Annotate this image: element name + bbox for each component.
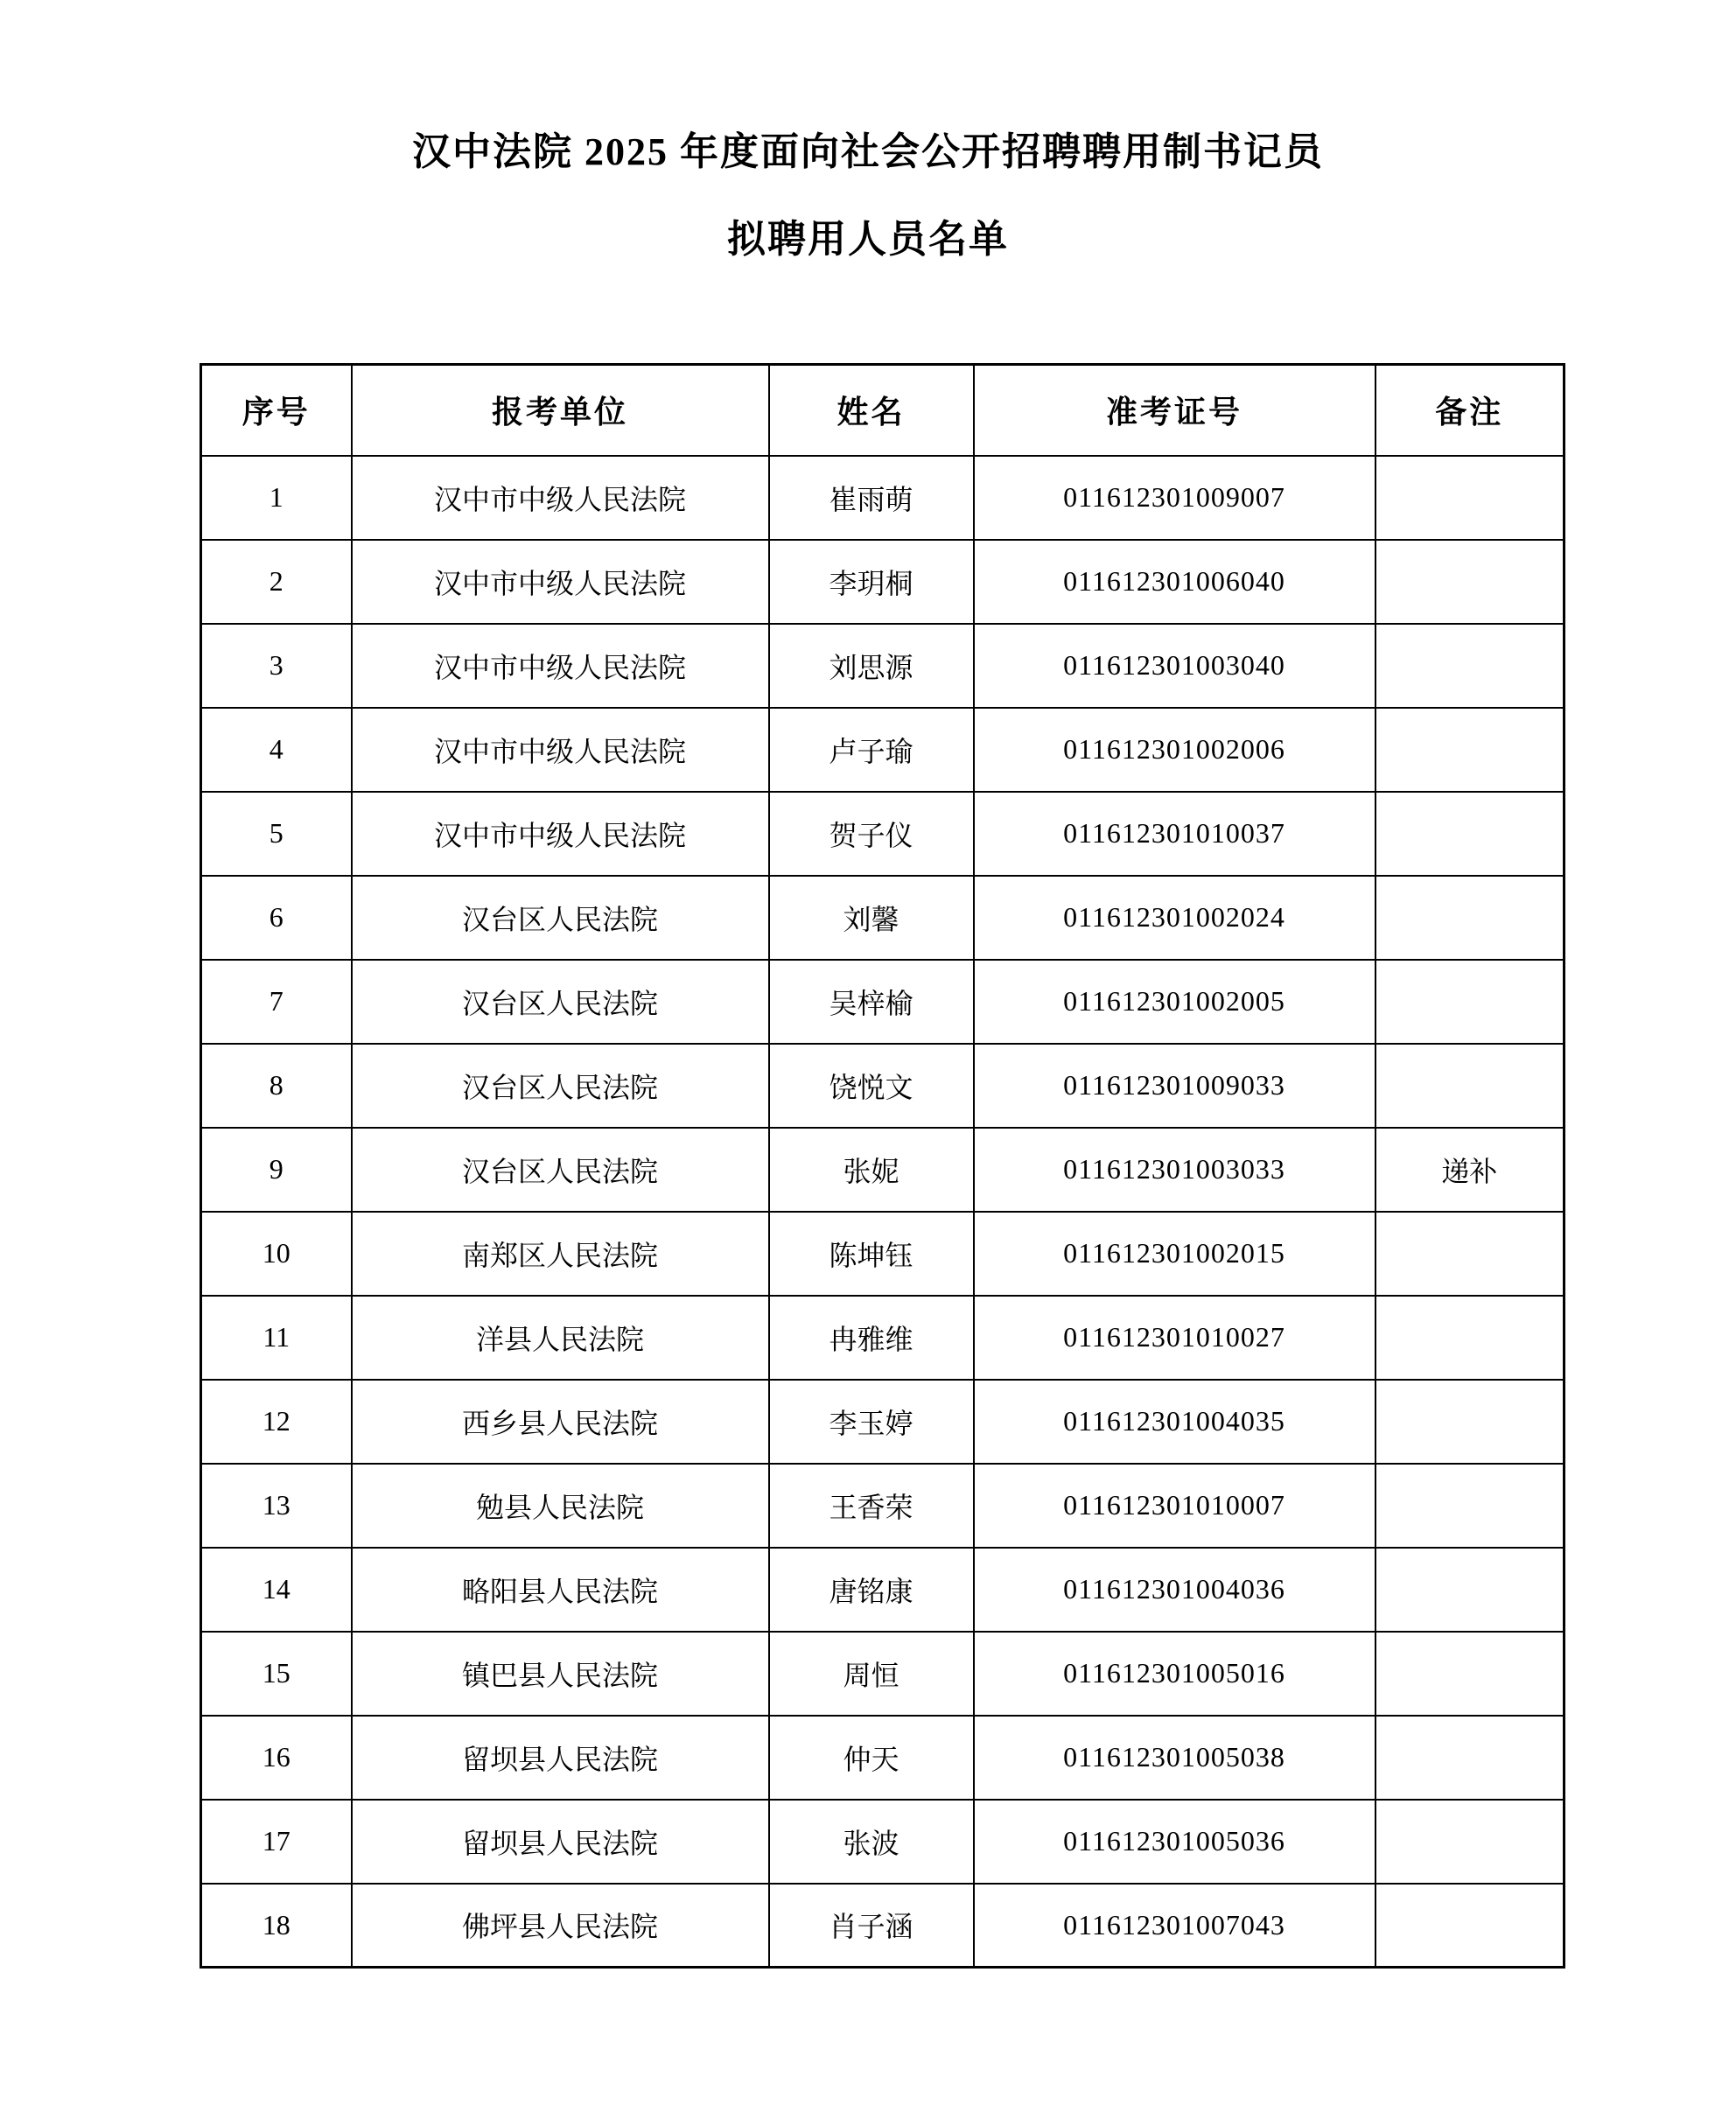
cell-unit: 留坝县人民法院 — [352, 1800, 769, 1884]
col-header-ticket: 准考证号 — [974, 365, 1376, 456]
table-row — [201, 1716, 1564, 1800]
table-row — [201, 1548, 1564, 1632]
cell-ticket: 011612301002006 — [974, 708, 1376, 792]
cell-remark — [1376, 876, 1564, 960]
table-row — [201, 960, 1564, 1044]
cell-remark — [1376, 1380, 1564, 1464]
table-row — [201, 624, 1564, 708]
cell-unit: 汉台区人民法院 — [352, 960, 769, 1044]
col-header-remark: 备注 — [1376, 365, 1564, 456]
cell-name: 张波 — [769, 1800, 974, 1884]
table-row — [201, 540, 1564, 624]
cell-unit: 洋县人民法院 — [352, 1296, 769, 1380]
cell-no: 8 — [201, 1044, 352, 1128]
cell-remark — [1376, 456, 1564, 540]
cell-name: 刘思源 — [769, 624, 974, 708]
table-row — [201, 876, 1564, 960]
cell-unit: 西乡县人民法院 — [352, 1380, 769, 1464]
cell-ticket: 011612301009007 — [974, 456, 1376, 540]
cell-remark — [1376, 960, 1564, 1044]
table-row — [201, 1884, 1564, 1968]
cell-unit: 汉台区人民法院 — [352, 876, 769, 960]
cell-name: 周恒 — [769, 1632, 974, 1716]
cell-unit: 留坝县人民法院 — [352, 1716, 769, 1800]
cell-no: 10 — [201, 1212, 352, 1296]
cell-name: 陈坤钰 — [769, 1212, 974, 1296]
table-header-row — [201, 365, 1564, 456]
cell-no: 17 — [201, 1800, 352, 1884]
table-row — [201, 1296, 1564, 1380]
cell-ticket: 011612301005036 — [974, 1800, 1376, 1884]
cell-unit: 镇巴县人民法院 — [352, 1632, 769, 1716]
cell-no: 6 — [201, 876, 352, 960]
document-title-line1: 汉中法院 2025 年度面向社会公开招聘聘用制书记员 — [412, 130, 1324, 173]
cell-unit: 汉中市中级人民法院 — [352, 540, 769, 624]
cell-unit: 南郑区人民法院 — [352, 1212, 769, 1296]
cell-name: 张妮 — [769, 1128, 974, 1212]
table-row — [201, 1632, 1564, 1716]
cell-no: 3 — [201, 624, 352, 708]
cell-remark: 递补 — [1376, 1128, 1564, 1212]
cell-unit: 汉台区人民法院 — [352, 1044, 769, 1128]
cell-no: 13 — [201, 1464, 352, 1548]
cell-remark — [1376, 708, 1564, 792]
cell-name: 崔雨萌 — [769, 456, 974, 540]
cell-no: 18 — [201, 1884, 352, 1968]
cell-remark — [1376, 624, 1564, 708]
cell-ticket: 011612301007043 — [974, 1884, 1376, 1968]
cell-name: 唐铭康 — [769, 1548, 974, 1632]
cell-remark — [1376, 1296, 1564, 1380]
cell-remark — [1376, 792, 1564, 876]
cell-unit: 汉中市中级人民法院 — [352, 792, 769, 876]
table-row — [201, 1464, 1564, 1548]
cell-name: 仲天 — [769, 1716, 974, 1800]
cell-unit: 汉中市中级人民法院 — [352, 708, 769, 792]
cell-ticket: 011612301002005 — [974, 960, 1376, 1044]
cell-ticket: 011612301005038 — [974, 1716, 1376, 1800]
cell-no: 2 — [201, 540, 352, 624]
cell-ticket: 011612301003040 — [974, 624, 1376, 708]
table-row — [201, 708, 1564, 792]
cell-ticket: 011612301010037 — [974, 792, 1376, 876]
cell-name: 肖子涵 — [769, 1884, 974, 1968]
cell-name: 刘馨 — [769, 876, 974, 960]
col-header-no: 序号 — [201, 365, 352, 456]
cell-unit: 略阳县人民法院 — [352, 1548, 769, 1632]
document-title-line2: 拟聘用人员名单 — [727, 218, 1009, 261]
table-row — [201, 792, 1564, 876]
cell-unit: 佛坪县人民法院 — [352, 1884, 769, 1968]
cell-ticket: 011612301004036 — [974, 1548, 1376, 1632]
cell-name: 李玉婷 — [769, 1380, 974, 1464]
cell-no: 5 — [201, 792, 352, 876]
cell-ticket: 011612301005016 — [974, 1632, 1376, 1716]
cell-name: 李玥桐 — [769, 540, 974, 624]
table-row — [201, 456, 1564, 540]
cell-no: 12 — [201, 1380, 352, 1464]
cell-remark — [1376, 1464, 1564, 1548]
cell-name: 吴梓榆 — [769, 960, 974, 1044]
table-row — [201, 1212, 1564, 1296]
cell-ticket: 011612301002015 — [974, 1212, 1376, 1296]
cell-no: 11 — [201, 1296, 352, 1380]
cell-ticket: 011612301010027 — [974, 1296, 1376, 1380]
cell-ticket: 011612301002024 — [974, 876, 1376, 960]
cell-remark — [1376, 1212, 1564, 1296]
cell-remark — [1376, 1800, 1564, 1884]
cell-name: 贺子仪 — [769, 792, 974, 876]
table-row — [201, 1380, 1564, 1464]
table-row — [201, 1128, 1564, 1212]
cell-remark — [1376, 1884, 1564, 1968]
cell-name: 卢子瑜 — [769, 708, 974, 792]
cell-name: 冉雅维 — [769, 1296, 974, 1380]
cell-remark — [1376, 1716, 1564, 1800]
cell-name: 饶悦文 — [769, 1044, 974, 1128]
cell-no: 14 — [201, 1548, 352, 1632]
cell-remark — [1376, 1044, 1564, 1128]
cell-no: 4 — [201, 708, 352, 792]
cell-unit: 汉中市中级人民法院 — [352, 456, 769, 540]
cell-ticket: 011612301004035 — [974, 1380, 1376, 1464]
cell-no: 15 — [201, 1632, 352, 1716]
cell-no: 1 — [201, 456, 352, 540]
cell-unit: 汉中市中级人民法院 — [352, 624, 769, 708]
cell-unit: 汉台区人民法院 — [352, 1128, 769, 1212]
table-row — [201, 1800, 1564, 1884]
table-row — [201, 1044, 1564, 1128]
cell-ticket: 011612301009033 — [974, 1044, 1376, 1128]
cell-ticket: 011612301010007 — [974, 1464, 1376, 1548]
cell-ticket: 011612301003033 — [974, 1128, 1376, 1212]
cell-name: 王香荣 — [769, 1464, 974, 1548]
cell-no: 9 — [201, 1128, 352, 1212]
cell-no: 16 — [201, 1716, 352, 1800]
cell-remark — [1376, 1548, 1564, 1632]
cell-no: 7 — [201, 960, 352, 1044]
cell-ticket: 011612301006040 — [974, 540, 1376, 624]
col-header-unit: 报考单位 — [352, 365, 769, 456]
cell-unit: 勉县人民法院 — [352, 1464, 769, 1548]
cell-remark — [1376, 1632, 1564, 1716]
cell-remark — [1376, 540, 1564, 624]
roster-table — [200, 363, 1565, 1969]
col-header-name: 姓名 — [769, 365, 974, 456]
